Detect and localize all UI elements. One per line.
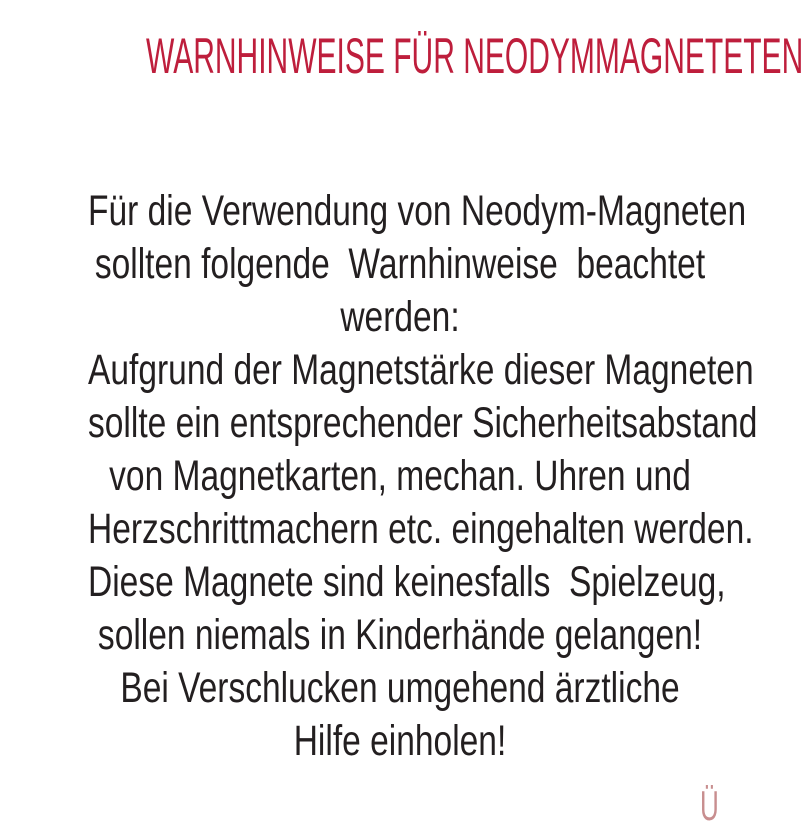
warning-line: werden: — [340, 293, 460, 341]
warning-line: von Magnetkarten, mechan. Uhren und — [109, 452, 691, 500]
warning-line: Diese Magnete sind keinesfalls Spielzeug, — [88, 558, 726, 606]
warning-line: Herzschrittmachern etc. eingehalten werden. — [88, 505, 754, 553]
warning-line: Aufgrund der Magnetstärke dieser Magneten — [88, 346, 754, 394]
warning-text-block — [0, 185, 800, 768]
warning-line: Für die Verwendung von Neodym-Magneten — [88, 187, 747, 235]
page-title: WARNHINWEISE FÜR NEODYMMAGNETETEN — [145, 28, 803, 84]
cutoff-umlaut-mark: Ü — [700, 782, 719, 829]
warning-line: Hilfe einholen! — [293, 717, 507, 765]
warning-line: sollen niemals in Kinderhände gelangen! — [97, 611, 703, 659]
warning-line: sollte ein entsprechender Sicherheitsabstand — [88, 399, 758, 447]
warning-line: Bei Verschlucken umgehend ärztliche — [120, 664, 680, 712]
warning-line: sollten folgende Warnhinweise beachtet — [94, 240, 706, 288]
